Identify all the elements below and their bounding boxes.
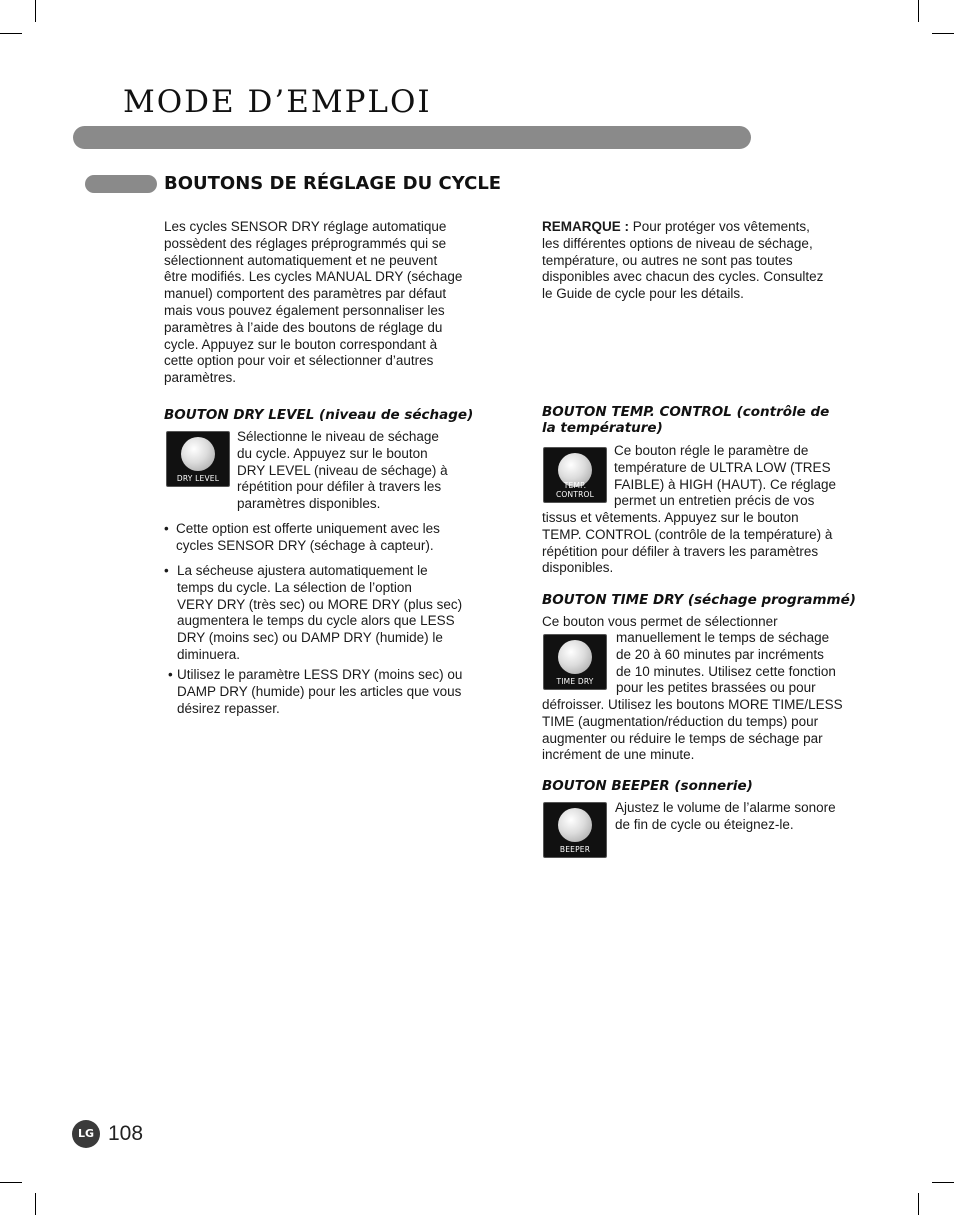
time-dry-button-illustration: TIME DRY [543,634,607,690]
section-title: BOUTONS DE RÉGLAGE DU CYCLE [164,173,502,194]
dry-level-bullet: • Cette option est offerte uniquement avec les cycles SENSOR DRY (séchage à capteur). [164,521,440,553]
crop-mark [0,33,22,34]
crop-mark [932,1182,954,1183]
dry-level-description: Sélectionne le niveau de séchage du cycle. Appuyez sur le bouton DRY LEVEL (niveau de séchage) à répétition pour défiler à travers les paramètres disponibles. [237,429,448,512]
temp-control-button-illustration: TEMP. CONTROL [543,447,607,503]
time-dry-description-intro: Ce bouton vous permet de sélectionner [542,614,778,629]
dry-level-button-illustration: DRY LEVEL [166,431,230,487]
dry-level-bullet: • Utilisez le paramètre LESS DRY (moins sec) ou DAMP DRY (humide) pour les articles que vous désirez repasser. [168,667,463,716]
temp-control-description-bottom: tissus et vêtements. Appuyez sur le bouton TEMP. CONTROL (contrôle de la température) à répétition pour défiler à travers les paramètres disponibles. [542,510,833,576]
dry-level-bullet: • La sécheuse ajustera automatiquement le temps du cycle. La sélection de l’option VERY DRY (très sec) ou MORE DRY (plus sec) augmentera le temps du cycle alors que LESS DRY (moins sec) ou DAMP DRY (humide) le diminuera. [164,563,463,662]
note-label: REMARQUE : [542,219,629,234]
crop-mark [0,1182,22,1183]
page-number: 108 [108,1122,144,1145]
crop-mark [918,1193,919,1215]
lg-logo-icon: LG [72,1120,100,1148]
knob-icon [181,437,215,471]
time-dry-heading: BOUTON TIME DRY (séchage programmé) [542,592,856,608]
crop-mark [35,1193,36,1215]
knob-icon [558,640,592,674]
temp-control-heading: BOUTON TEMP. CONTROL (contrôle de la température) [542,404,830,436]
page-title: MODE D’EMPLOI [123,84,432,120]
beeper-button-illustration: BEEPER [543,802,607,858]
crop-mark [35,0,36,22]
crop-mark [918,0,919,22]
title-bar [73,126,751,149]
time-dry-description-bottom: défroisser. Utilisez les boutons MORE TIME/LESS TIME (augmentation/réduction du temps) pour augmenter ou réduire le temps de séchage par incrément de une minute. [542,697,843,763]
beeper-heading: BOUTON BEEPER (sonnerie) [542,778,753,794]
knob-icon [558,808,592,842]
beeper-description: Ajustez le volume de l’alarme sonore de fin de cycle ou éteignez-le. [615,800,836,832]
section-pill [85,175,157,193]
crop-mark [932,33,954,34]
intro-paragraph: Les cycles SENSOR DRY réglage automatique possèdent des réglages préprogrammés qui se sélectionnent automatiquement et ne peuvent être modifiés. Les cycles MANUAL DRY (séchage manuel) comportent des paramètres par défaut mais vous pouvez également personnaliser les paramètres à l’aide des boutons de réglage du cycle. Appuyez sur le bouton correspondant à cette option pour voir et sélectionner d’autres paramètres. [164,219,463,386]
dry-level-heading: BOUTON DRY LEVEL (niveau de séchage) [164,407,474,423]
temp-control-description-top: Ce bouton régle le paramètre de température de ULTRA LOW (TRES FAIBLE) à HIGH (HAUT). Ce réglage permet un entretien précis de vos [614,443,837,509]
note-paragraph: REMARQUE : Pour protéger vos vêtements, les différentes options de niveau de séchage, température, ou autres ne sont pas toutes disponibles avec chacun des cycles. Consultez le Guide de cycle pour les détails. [542,219,824,302]
time-dry-description-side: manuellement le temps de séchage de 20 à 60 minutes par incréments de 10 minutes. Utilisez cette fonction pour les petites brassées ou pour [616,630,836,696]
